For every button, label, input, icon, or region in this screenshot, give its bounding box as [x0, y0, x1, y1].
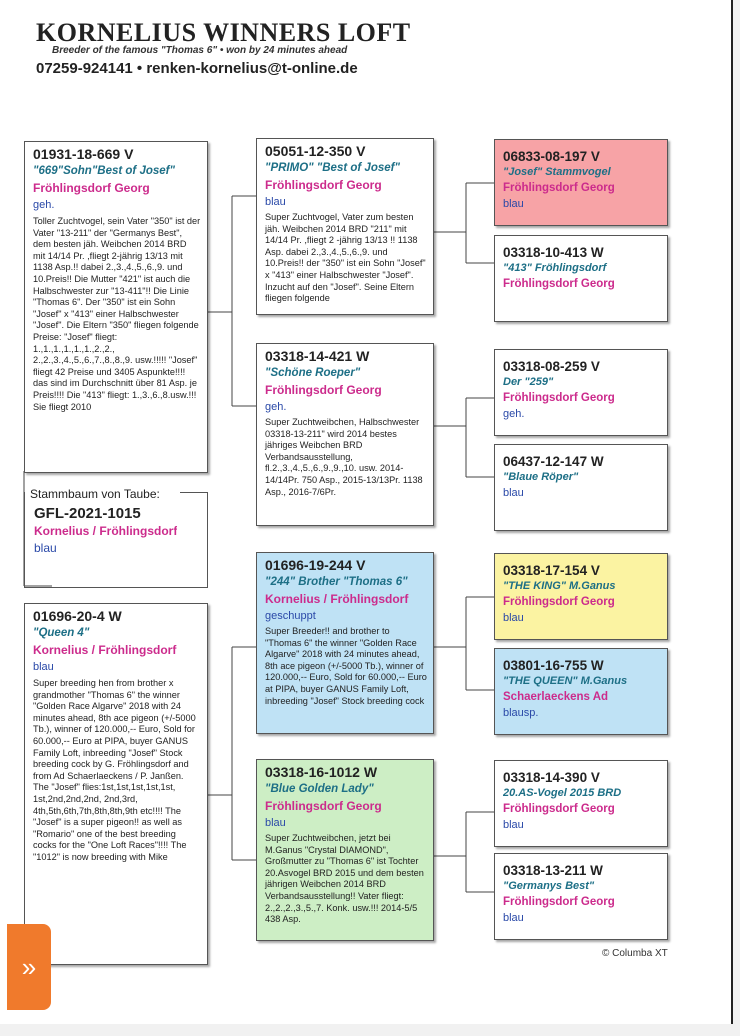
fmf-color: geh. [503, 408, 525, 420]
sire-dam-nickname: "Schöne Roeper" [265, 367, 361, 379]
fmf-box [494, 349, 668, 436]
sire-sire-ring: 05051-12-350 V [265, 143, 366, 159]
mmf-ring: 03318-14-390 V [503, 770, 600, 785]
dam-dam-description: Super Zuchtweibchen, jetzt bei M.Ganus "Crystal DIAMOND", Großmutter zu "Thomas 6" ist Tochter 20.Asvogel BRD 2015 und dem besten jährigen Weibchen 2014 BRD Verbandsausstellung!! Vater fliegt: 2.,2.,2.,3.,5.,7. Konk. usw.!!! 2014-5/5 438 Asp. [265, 833, 424, 925]
mmm-ring: 03318-13-211 W [503, 863, 603, 878]
sire-dam-breeder: Fröhlingsdorf Georg [265, 383, 382, 397]
mff-color: blau [503, 612, 524, 624]
fff-breeder: Fröhlingsdorf Georg [503, 182, 615, 194]
mmm-box [494, 853, 668, 940]
sire-dam-color: geh. [265, 401, 287, 413]
ffm-ring: 03318-10-413 W [503, 245, 604, 260]
dam-dam-color: blau [265, 817, 286, 829]
dam-sire-color: geschuppt [265, 610, 316, 622]
mfm-box [494, 648, 668, 735]
dam-sire-description: Super Breeder!! and brother to "Thomas 6" the winner "Golden Race Algarve" 2018 with 24 minutes ahead, 8th ace pigeon (+/-5000 Tb.), winner of 120.000,-- Euro, Sold for 60.000,-- Euro at PIPA, buyer GANUS Family Loft, inbreeding "Josef" Stock breeding cock [265, 626, 427, 706]
mmm-nickname: "Germanys Best" [503, 880, 595, 892]
father-box [24, 141, 208, 473]
mfm-color: blausp. [503, 707, 539, 719]
subject-breeder: Kornelius / Fröhlingsdorf [34, 524, 178, 538]
mother-box [24, 603, 208, 965]
dam-dam-nickname: "Blue Golden Lady" [265, 783, 374, 795]
subject-ring: GFL-2021-1015 [34, 505, 141, 522]
fmm-nickname: "Blaue Röper" [503, 471, 579, 483]
fmf-breeder: Fröhlingsdorf Georg [503, 392, 615, 404]
father-breeder: Fröhlingsdorf Georg [33, 181, 150, 195]
fmm-color: blau [503, 487, 524, 499]
mmm-breeder: Fröhlingsdorf Georg [503, 896, 615, 908]
mff-nickname: "THE KING" M.Ganus [503, 580, 616, 592]
fff-color: blau [503, 198, 524, 210]
sire-dam-ring: 03318-14-421 W [265, 348, 370, 364]
father-color: geh. [33, 199, 55, 211]
dam-dam-breeder: Fröhlingsdorf Georg [265, 799, 382, 813]
fmm-ring: 06437-12-147 W [503, 454, 604, 469]
copyright: © Columba XT [602, 948, 668, 959]
subject-color: blau [34, 541, 57, 555]
father-ring: 01931-18-669 V [33, 146, 134, 162]
dam-sire-nickname: "244" Brother "Thomas 6" [265, 576, 408, 588]
mfm-ring: 03801-16-755 W [503, 658, 604, 673]
mff-breeder: Fröhlingsdorf Georg [503, 596, 615, 608]
sire-sire-color: blau [265, 196, 286, 208]
mmf-box [494, 760, 668, 847]
loft-subtitle: Breeder of the famous "Thomas 6" • won by 24 minutes ahead [52, 45, 348, 56]
dam-dam-box [256, 759, 434, 941]
mff-box [494, 553, 668, 640]
father-nickname: "669"Sohn"Best of Josef" [33, 165, 175, 177]
ffm-nickname: "413" Fröhlingsdorf [503, 262, 607, 274]
subject-label: Stammbaum von Taube: [30, 487, 160, 501]
fff-nickname: "Josef" Stammvogel [503, 166, 611, 178]
sire-dam-description: Super Zuchtweibchen, Halbschwester 03318-13-211" wird 2014 bestes jähriges Weibchen BRD Verbandsausstellung, fl.2.,3.,4.,5.,6.,9.,9.,10. usw. 2014-14/14Pr. 750 Asp., 2015-13/13Pr. 1138 Asp., 2016-7/6Pr. [265, 417, 423, 497]
mother-ring: 01696-20-4 W [33, 608, 122, 624]
ffm-box [494, 235, 668, 322]
fmm-box [494, 444, 668, 531]
mfm-nickname: "THE QUEEN" M.Ganus [503, 675, 628, 687]
fmf-nickname: Der "259" [503, 376, 554, 388]
mother-color: blau [33, 661, 54, 673]
mmm-color: blau [503, 912, 524, 924]
loft-title: KORNELIUS WINNERS LOFT [36, 18, 411, 47]
loft-contact: 07259-924141 • renken-kornelius@t-online.de [36, 60, 358, 77]
sire-dam-box [256, 343, 434, 526]
mmf-nickname: 20.AS-Vogel 2015 BRD [503, 787, 622, 799]
fff-ring: 06833-08-197 V [503, 149, 600, 164]
dam-sire-breeder: Kornelius / Fröhlingsdorf [265, 592, 409, 606]
dam-dam-ring: 03318-16-1012 W [265, 764, 378, 780]
sire-sire-box [256, 138, 434, 315]
sire-sire-description: Super Zuchtvogel, Vater zum besten jäh. Weibchen 2014 BRD "211" mit 14/14 Pr. ,fliegt 2 -jährig 13/13 !! 1138 Asp. dabei 2.,3.,4.,5.,6.,9. und 10.Preis!! der "350" ist ein Sohn "Josef" x "413" einer Halbschwester "Josef". Inzucht auf den "Josef". Seine Eltern fliegen folgende [265, 212, 426, 304]
sire-sire-breeder: Fröhlingsdorf Georg [265, 178, 382, 192]
sire-sire-nickname: "PRIMO" "Best of Josef" [265, 162, 400, 174]
dam-sire-ring: 01696-19-244 V [265, 557, 366, 573]
double-chevron-right-icon: » [21, 952, 37, 982]
next-page-button[interactable] [7, 924, 51, 1010]
subject-top-line [180, 492, 210, 494]
ffm-breeder: Fröhlingsdorf Georg [503, 278, 615, 290]
fmf-ring: 03318-08-259 V [503, 359, 600, 374]
mother-breeder: Kornelius / Fröhlingsdorf [33, 643, 177, 657]
fff-box [494, 139, 668, 226]
mfm-breeder: Schaerlaeckens Ad [503, 691, 609, 703]
father-description: Toller Zuchtvogel, sein Vater "350" ist der Vater "13-211" der "Germanys Best", dem besten jäh. Weibchen 2014 BRD mit 14/14 Pr. ,fliegt 2-jährig 13/13 mit 1138 Asp.!! dabei 2.,3.,4.,5.,6.,9. und 10.Preis!! Die Mutter "421" ist auch die Halbschwester zur "13-411"!! Die Linie "Thomas 6". Der "350" ist ein Sohn "Josef" x "413" einer Halbschwester "Josef". Die Eltern "350" fliegen folgende Preise: "Josef" fliegt: 1.,1.,1.,1.,1.,1.,2.,2., 2.,2.,3.,4.,5.,6.,7.,8.,8.,9. usw.!!!!! "Josef" fliegt 42 Preise und 3405 Aspunkte!!!! das sind im Durchschnitt über 81 Asp. je Preis!!!! Die "413" fliegt: 1.,3.,6.,8.usw.!!! Sie fliegt 2010 [33, 216, 201, 412]
mother-nickname: "Queen 4" [33, 627, 90, 639]
mmf-breeder: Fröhlingsdorf Georg [503, 803, 615, 815]
mff-ring: 03318-17-154 V [503, 563, 600, 578]
mmf-color: blau [503, 819, 524, 831]
dam-sire-box [256, 552, 434, 734]
mother-description: Super breeding hen from brother x grandmother "Thomas 6" the winner "Golden Race Algarve" 2018 with 24 minutes ahead, 8th ace pigeon (+/-5000 Tb.), winner of 120.000,-- Euro, Sold for 60.000,-- Euro at PIPA, buyer GANUS Family Loft, inbreeding "Josef" Stock breeding cock by G. Fröhlingsdorf and from Ad Schaerlaeckens / P. Janßen. The "Josef" flies:1st,1st,1st,1st,1st, 1st,2nd,2nd,2nd, 2nd,3rd, 4th,5th,6th,7th,8th,8th,9th etc!!!! The "Josef" is a super pigeon!! as well as "Romario" one of the best breeding cocks for the "One Loft Races"!!!! The "1012" is now breeding with Mike [33, 678, 196, 862]
